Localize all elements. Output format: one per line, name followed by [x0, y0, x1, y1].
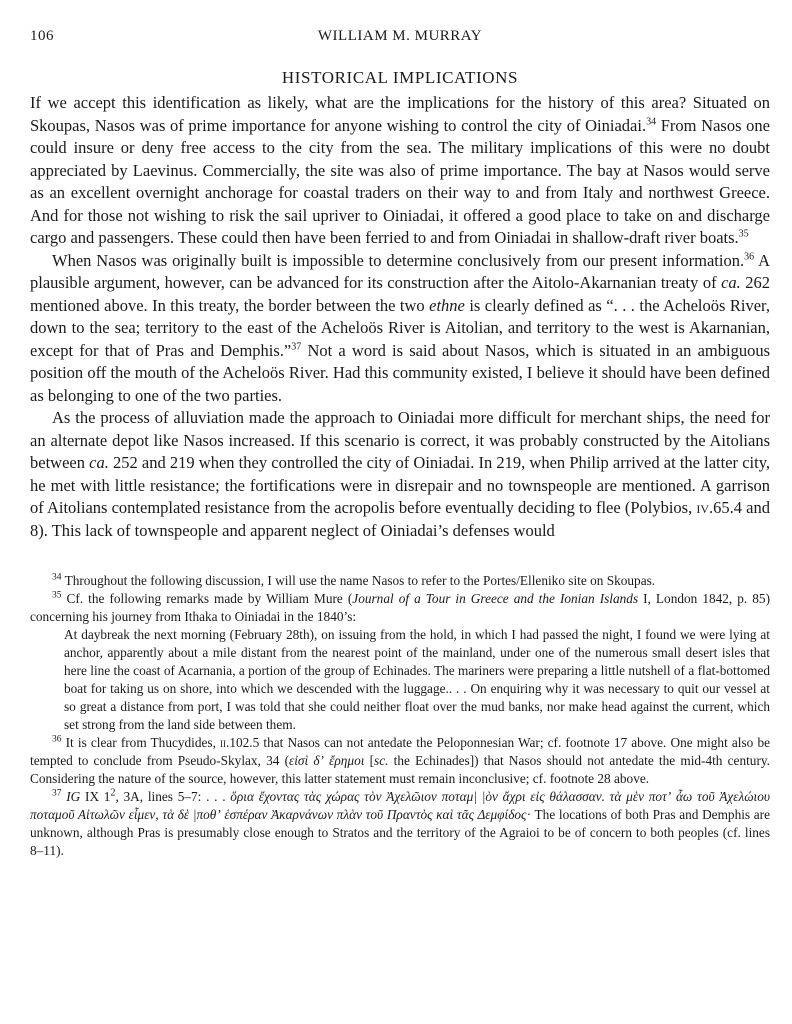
- citation-ref: ii.102.5: [220, 735, 260, 750]
- footnote-ref-34[interactable]: 34: [646, 116, 657, 127]
- italic-ca: ca.: [89, 453, 109, 472]
- italic-ca: ca.: [721, 273, 741, 292]
- footnote-text: I, London 1842, p. 85) concerning his journey from Ithaka to Oiniadai in the 1840’s:: [30, 591, 771, 624]
- footnote-text: Cf. the following remarks made by William Mure (: [61, 591, 353, 606]
- paragraph-text: 252 and 219 when they controlled the city of Oiniadai. In 219, when Philip arrived at the latter city, he met with little resistance; the fortifications were in disrepair and no townspeople are mentioned. A garrison of Aitolians contemplated resistance from the acropolis before eventually deciding to flee (Polybios,: [30, 453, 770, 517]
- running-head: [30, 28, 770, 50]
- paper-page: [30, 28, 770, 860]
- greek-text: ὅρια ἔχοντας τὰς χώρας τὸν Ἀχελῶιον ποταμ| |ὸν ἄχρι εἰς θάλασσαν. τὰ μὲν ποτʼ ἆω τοῦ Ἀχελώιου ποταμοῦ Αἰτωλῶν εἶμεν, τὰ δὲ |ποθʼ ἑσπέραν Ἀκαρνάνων πλὰν τοῦ Πραντὸς καὶ τᾶς Δεμφίδος·: [30, 789, 771, 822]
- footnotes: [30, 572, 770, 860]
- paragraph-text: From Nasos one could insure or deny free access to the city from the sea. The military implications of this were no doubt appreciated by Laevinus. Commercially, the site was also of prime importance. The bay at Nasos would serve as an excellent overnight anchorage for coastal traders on their way to and from Italy and northwest Greece. And for those not wishing to risk the sail upriver to Oiniadai, it offered a good place to take on and discharge cargo and passengers. These could then have been ferried to and from Oiniadai in shallow-draft river boats.: [30, 115, 770, 247]
- page-number: 106: [30, 28, 54, 44]
- footnote-number: 34: [52, 572, 62, 583]
- footnote-34: [30, 572, 770, 590]
- italic-sc: sc.: [374, 753, 389, 768]
- footnote-ref-37[interactable]: 37: [291, 341, 302, 352]
- paragraph-3: [30, 407, 770, 542]
- section-heading: HISTORICAL IMPLICATIONS: [281, 68, 519, 87]
- citation-ref: iv.65.4: [696, 498, 743, 517]
- footnote-36: [30, 734, 770, 788]
- block-quote: At daybreak the next morning (February 28th), on issuing from the hold, in which I had passed the night, I found we were lying at anchor, apparently about a mile distant from the nearest point of the mainland, under one of the numerous small desert isles that here line the coast of Acarnania, a portion of the group of Echinades. The mariners were preparing a little nutshell of a flat-bottomed boat for taking us on shore, into which we descended with the luggage.. . . On enquiring why it was necessary to quit our vessel at so great a distance from port, I was told that she could neither float over the mud banks, nor make head against the current, which set strong from the land side between them.: [64, 627, 770, 732]
- footnote-text: that Nasos can not antedate the Peloponnesian War; cf. footnote 17 above. One might also be tempted to conclude from Pseudo-Skylax, 34 (: [30, 735, 770, 768]
- paragraph-text: and 8). This lack of townspeople and apparent neglect of Oiniadai’s defenses would: [30, 498, 770, 540]
- paragraph-text: As the process of alluviation made the approach to Oiniadai more difficult for merchant ships, the need for an alternate depot like Nasos increased. If this scenario is correct, it was probably constructed by the Aitolians between: [30, 408, 770, 472]
- paragraph-text: 262 mentioned above. In this treaty, the border between the two: [30, 273, 770, 315]
- superscript: 2: [110, 787, 116, 799]
- footnote-text: It is clear from Thucydides,: [61, 735, 221, 750]
- footnote-number: 36: [52, 734, 62, 745]
- italic-ig: IG: [66, 789, 81, 804]
- footnote-number: 35: [52, 590, 62, 601]
- paragraph-text: When Nasos was originally built is impossible to determine conclusively from our present information.: [52, 250, 745, 270]
- paragraph-text: is clearly defined as “. . . the Acheloös River, down to the sea; territory to the east of the Acheloös River is Aitolian, and territory to the west is Akarnanian, except for that of Pras and Demphis.”: [30, 295, 771, 360]
- paragraph-text: Not a word is said about Nasos, which is situated in an ambiguous position off the mouth of the Acheloös River. Had this community existed, I believe it should have been defined as belonging to one of the two parties.: [30, 340, 770, 405]
- footnote-ref-35[interactable]: 35: [738, 228, 749, 240]
- footnote-35: [30, 590, 770, 626]
- paragraph-1: [30, 92, 770, 250]
- greek-text: εἰσὶ δʼ ἔρημοι: [289, 753, 365, 768]
- paragraph-2: [30, 250, 770, 408]
- italic-ethne: ethne: [429, 295, 465, 315]
- paragraph-text: If we accept this identification as likely, what are the implications for the history of this area? Situated on Skoupas, Nasos was of prime importance for anyone wishing to control the city of Oiniadai.: [30, 93, 770, 135]
- paragraph-text: A plausible argument, however, can be advanced for its construction after the Aitolo-Akarnanian treaty of: [30, 250, 770, 292]
- footnote-text: Throughout the following discussion, I will use the name Nasos to refer to the Portes/Elleniko site on Skoupas.: [61, 573, 656, 588]
- footnote-number: 37: [52, 788, 62, 799]
- running-title: WILLIAM M. MURRAY: [317, 28, 483, 44]
- footnote-text: the Echinades]) that Nasos should not antedate the mid-4th century. Considering the nature of the source, however, this latter statement must remain inconclusive; cf. footnote 28 above.: [30, 753, 770, 786]
- footnote-ref-36[interactable]: 36: [744, 251, 755, 262]
- body-text: [30, 92, 770, 542]
- footnote-37: [30, 788, 770, 860]
- footnote-text: IX 1: [80, 789, 111, 804]
- book-title: Journal of a Tour in Greece and the Ionian Islands: [352, 591, 639, 606]
- footnote-text: [: [364, 753, 375, 768]
- footnote-text: , 3A, lines 5–7: . . .: [115, 789, 231, 804]
- footnote-text: The locations of both Pras and Demphis are unknown, although Pras is presumably close enough to Stratos and the territory of the Agraioi to be of concern to both peoples (cf. lines 8–11).: [30, 807, 770, 858]
